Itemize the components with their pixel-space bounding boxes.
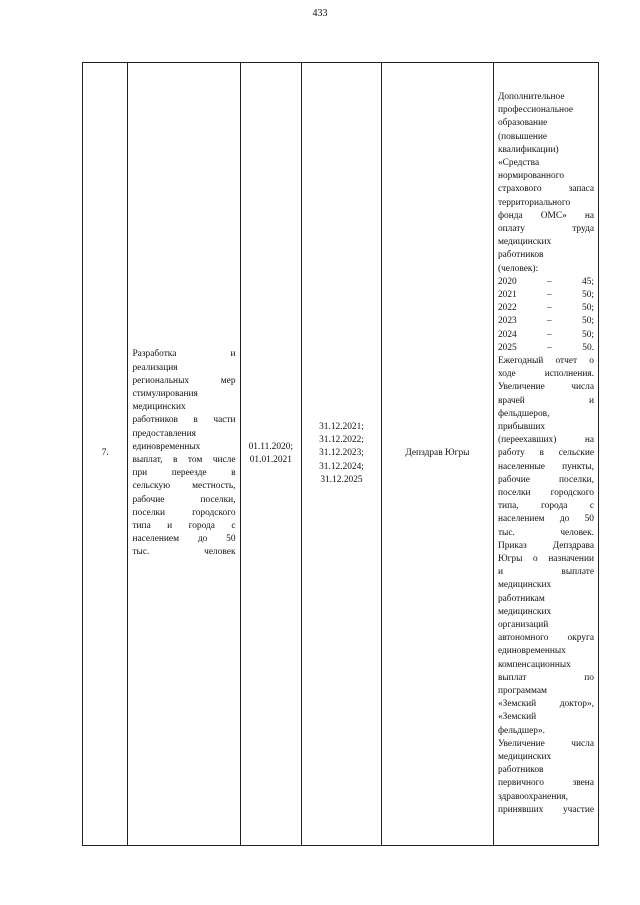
text-line: предоставления [132,428,196,439]
text-line: поселки городского [497,488,594,498]
text-line: населенные пункты, [497,461,594,472]
text-line: оплату труда [497,223,594,234]
text-line: автономного округа [497,633,594,644]
text-line: Приказ Депздрава [497,540,594,551]
measure-name [128,63,240,846]
text-line: 31.12.2024; [319,461,364,472]
text-line: рабочие поселки, [132,494,236,505]
text-line: стимулирования [132,388,198,399]
page-number: 433 [312,8,328,19]
text-line: 2025 – 50. [497,342,594,353]
text-line: программам [497,686,547,697]
text-line: ходе исполнения. [497,369,594,380]
text-line: 2023 – 50; [497,316,594,327]
text-line: при переезде в [132,468,236,479]
text-line: образование [497,118,548,129]
text-line: региональных мер [132,375,236,386]
text-line: фонда ОМС» на [497,210,594,221]
text-line: (человек): [497,263,539,274]
text-line: 2021 – 50; [497,289,594,300]
table-row [83,63,599,846]
text-line: единовременных [132,441,201,452]
text-line: (повышение [497,131,548,142]
text-line: «Земский [497,712,537,723]
text-line: профессиональное [497,105,574,116]
text-line: 2020 – 45; [497,276,594,287]
text-line: выплат, в том числе [132,455,236,465]
text-line: сельскую местность, [132,481,236,492]
text-line: 2022 – 50; [497,303,594,314]
end-dates [302,63,382,846]
text-line: населением до 50 [497,514,594,525]
text-line: компенсационных [497,659,571,670]
text-line: медицинских [497,580,552,591]
text-line: типа, города с [497,501,594,512]
text-line: квалификации) [497,144,559,155]
text-line: типа и города с [132,521,236,532]
start-dates [240,63,302,846]
text-line: Увеличение числа [497,382,594,393]
text-line: врачей и [497,395,594,406]
expected-result-lines [498,91,594,817]
text-line: реализация [132,362,178,373]
text-line: медицинских [497,237,552,248]
text-line: работников [497,250,544,261]
text-line: страхового запаса [497,184,594,195]
text-line: 31.12.2023; [319,448,364,459]
text-line: Югры о назначении [497,554,594,565]
row-number: 7. [83,63,128,846]
measure-name-lines [132,348,235,559]
text-line: принявших участие [497,804,594,815]
text-line: работников в части [132,415,236,426]
text-line: единовременных [497,646,566,657]
text-line: «Земский доктор», [497,699,594,710]
text-line: выплат по [497,672,594,683]
text-line: поселки городского [132,507,236,518]
text-line: и выплате [497,567,594,578]
text-line: территориального [497,197,571,208]
text-line: здравоохранения, [497,791,569,802]
text-line: Ежегодный отчет о [497,355,594,366]
text-line: Увеличение числа [497,738,594,749]
start-date-lines [245,441,298,467]
text-line: (переехавших) на [497,435,594,446]
text-line: тыс. человек [132,547,236,558]
end-date-lines [306,421,377,487]
text-line: тыс. человек. [497,527,594,538]
text-line: 01.01.2021 [249,455,292,465]
text-line: первичного звена [497,778,594,789]
text-line: медицинских [497,752,552,763]
text-line: 01.11.2020; [248,441,294,452]
text-line: фельдшеров, [497,408,550,419]
text-line: 31.12.2022; [319,435,364,446]
text-line: Дополнительное [497,91,565,102]
expected-result [493,63,598,846]
text-line: 31.12.2021; [319,421,364,432]
text-line: работу в сельские [497,448,594,459]
text-line: работникам [497,593,545,604]
text-line: медицинских [132,402,186,413]
text-line: фельдшер». [497,725,546,736]
text-line: рабочие поселки, [497,474,594,485]
text-line: «Средства [497,157,540,168]
text-line: Разработка и [132,349,236,360]
text-line: организаций [497,620,549,631]
text-line: 2024 – 50; [497,329,594,340]
text-line: 31.12.2025 [320,474,363,485]
text-line: прибывших [497,421,546,432]
measures-table [82,62,599,846]
text-line: нормированного [497,171,565,182]
text-line: медицинских [497,606,552,617]
text-line: населением до 50 [132,534,236,545]
text-line: работников [497,765,544,776]
executor: Депздрав Югры [381,63,493,846]
